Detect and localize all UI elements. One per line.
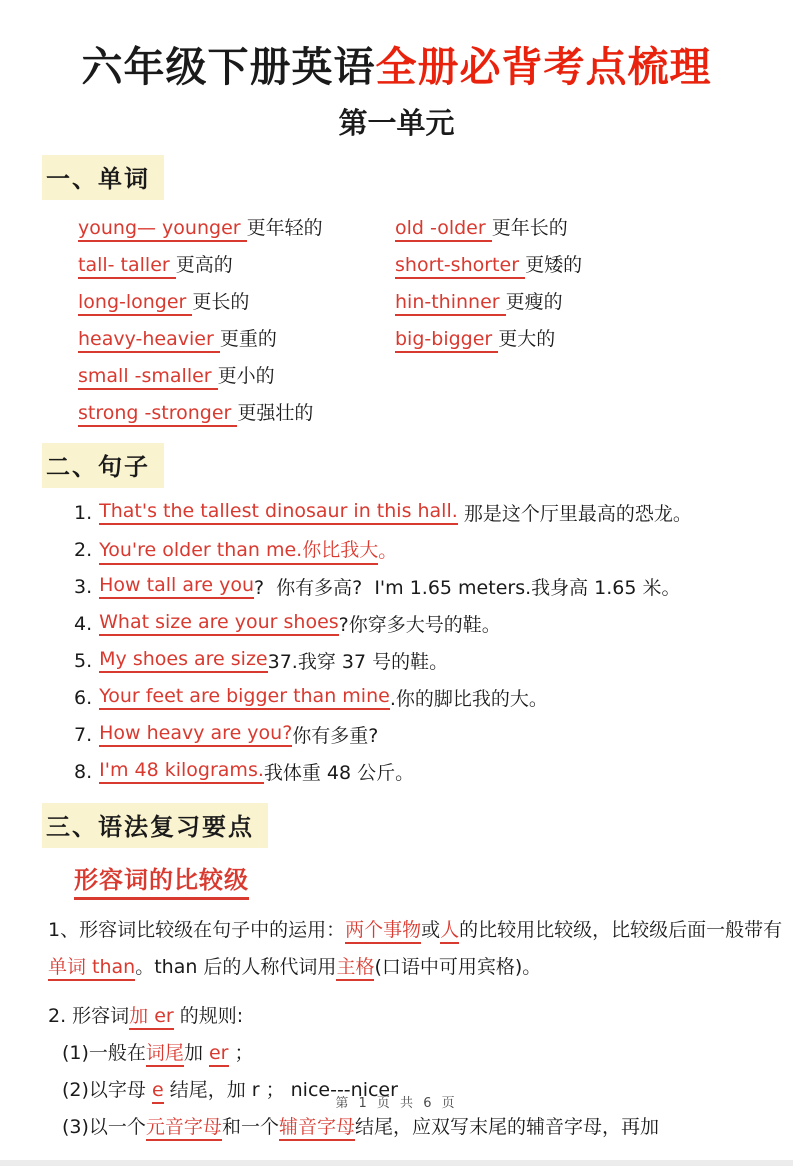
sentence-number: 3. (74, 575, 93, 598)
word-chinese: 更强壮的 (237, 402, 314, 425)
word-row (78, 319, 793, 356)
section-heading-grammar-label: 三、语法复习要点 (42, 803, 268, 848)
sentence-chinese: .你的脚比我的大。 (389, 688, 548, 711)
sentence-english: How heavy are you? (99, 722, 292, 747)
word-pair (78, 287, 395, 314)
sentence-english: My shoes are size (99, 648, 267, 673)
word-pair (78, 213, 395, 240)
sentence-item (74, 642, 793, 679)
sentence-item (74, 605, 793, 642)
grammar-text: 结尾，应双写末尾的辅音字母，再加 (354, 1116, 659, 1139)
sentence-number: 2. (74, 538, 93, 561)
word-pair (395, 324, 793, 351)
sentence-english: You're older than me.你比我大 (99, 535, 378, 565)
sentence-chinese: ?你穿多大号的鞋。 (338, 614, 501, 637)
sentence-english: What size are your shoes (99, 611, 339, 636)
grammar-subheading-label: 形容词的比较级 (74, 860, 249, 900)
grammar-subheading (74, 860, 793, 900)
word-pair (78, 398, 395, 425)
sentence-chinese: 你有多重? (292, 725, 379, 748)
grammar-key-term: 辅音字母 (279, 1116, 355, 1141)
word-chinese: 更年轻的 (246, 217, 323, 240)
word-pair (395, 250, 793, 277)
title-red-part: 全册必背考点梳理 (375, 43, 712, 91)
page-title (0, 44, 793, 91)
section-heading-words-label: 一、单词 (42, 155, 164, 200)
grammar-key-term: e (152, 1079, 164, 1104)
sentence-item (74, 531, 793, 568)
sentence-chinese: 37.我穿 37 号的鞋。 (267, 651, 449, 674)
word-english: long-longer (78, 291, 192, 316)
grammar-text: 1、形容词比较级在句子中的运用： (48, 919, 346, 942)
sentence-chinese: 。 (378, 540, 398, 563)
grammar-key-term: 元音字母 (146, 1116, 222, 1141)
sentence-number: 1. (74, 501, 93, 524)
word-chinese: 更矮的 (525, 254, 583, 277)
word-row (78, 393, 793, 430)
word-pair (78, 324, 395, 351)
grammar-key-term: 人 (440, 919, 459, 944)
sentence-chinese: 那是这个厅里最高的恐龙。 (457, 503, 692, 526)
word-pair (395, 213, 793, 240)
word-english: hin-thinner (395, 291, 506, 316)
grammar-text: 。than 后的人称代词用 (135, 956, 337, 979)
sentence-item (74, 494, 793, 531)
word-english: small -smaller (78, 365, 218, 390)
sentence-item (74, 679, 793, 716)
grammar-key-term: 加 er (129, 1005, 174, 1030)
sentence-number: 8. (74, 760, 93, 783)
grammar-key-term: 词尾 (146, 1042, 184, 1067)
grammar-text: 的比较用比较级，比较级后面一般带有 (459, 919, 783, 942)
sentence-number: 5. (74, 649, 93, 672)
word-chinese: 更小的 (217, 365, 275, 388)
grammar-text: 2. 形容词 (48, 1005, 130, 1028)
grammar-text: (2)以字母 (62, 1079, 152, 1102)
grammar-text: 结尾，加 r ； nice---nicer (163, 1079, 398, 1102)
section-heading-words (42, 155, 793, 200)
grammar-paragraph-2 (48, 998, 785, 1035)
grammar-key-term: 单词 than (48, 956, 135, 981)
sentence-number: 7. (74, 723, 93, 746)
sentence-number: 4. (74, 612, 93, 635)
word-row (78, 208, 793, 245)
grammar-key-term: 两个事物 (345, 919, 421, 944)
grammar-text: ； (228, 1042, 254, 1065)
word-english: old -older (395, 217, 492, 242)
sentence-english: How tall are you (99, 574, 254, 599)
word-english: big-bigger (395, 328, 498, 353)
sentence-english: Your feet are bigger than mine (99, 685, 390, 710)
sentence-item (74, 716, 793, 753)
word-list (78, 208, 793, 430)
sentence-english: That's the tallest dinosaur in this hall. (99, 500, 458, 525)
grammar-text: 加 (183, 1042, 209, 1065)
grammar-text: 和一个 (221, 1116, 279, 1139)
grammar-text: 的规则: (173, 1005, 244, 1028)
word-chinese: 更重的 (219, 328, 277, 351)
sentence-list (74, 494, 793, 790)
word-english: heavy-heavier (78, 328, 220, 353)
grammar-rule-1 (62, 1035, 785, 1072)
sentence-item (74, 568, 793, 605)
grammar-text: 或 (421, 919, 441, 942)
sentence-number: 6. (74, 686, 93, 709)
grammar-rule-3 (62, 1109, 785, 1146)
word-english: strong -stronger (78, 402, 237, 427)
word-chinese: 更大的 (498, 328, 556, 351)
word-pair (78, 361, 395, 388)
section-heading-sentences (42, 443, 793, 488)
word-pair (395, 287, 793, 314)
word-chinese: 更瘦的 (505, 291, 563, 314)
word-chinese: 更年长的 (491, 217, 568, 240)
section-heading-grammar (42, 803, 793, 848)
page-bottom-edge (0, 1160, 793, 1166)
sentence-chinese: ? 你有多高? I'm 1.65 meters.我身高 1.65 米。 (254, 577, 681, 600)
word-english: short-shorter (395, 254, 525, 279)
sentence-chinese: 我体重 48 公斤。 (263, 762, 415, 785)
grammar-text: (口语中可用宾格)。 (374, 956, 542, 979)
sentence-item (74, 753, 793, 790)
grammar-paragraph-1 (48, 912, 785, 986)
word-row (78, 245, 793, 282)
word-chinese: 更长的 (192, 291, 250, 314)
grammar-text: (3)以一个 (62, 1116, 146, 1139)
section-heading-sentences-label: 二、句子 (42, 443, 164, 488)
unit-subtitle: 第一单元 (338, 106, 455, 141)
word-row (78, 356, 793, 393)
word-row (78, 282, 793, 319)
document-page (0, 44, 793, 1166)
word-english: young— younger (78, 217, 247, 242)
grammar-key-term: 主格 (336, 956, 374, 981)
grammar-key-term: er (209, 1042, 229, 1067)
title-black-part: 六年级下册英语 (81, 43, 376, 91)
word-english: tall- taller (78, 254, 176, 279)
word-pair (78, 250, 395, 277)
grammar-text: (1)一般在 (62, 1042, 146, 1065)
sentence-english: I'm 48 kilograms. (99, 759, 264, 784)
page-footer: 第 1 页 共 6 页 (335, 1096, 458, 1111)
word-chinese: 更高的 (175, 254, 233, 277)
